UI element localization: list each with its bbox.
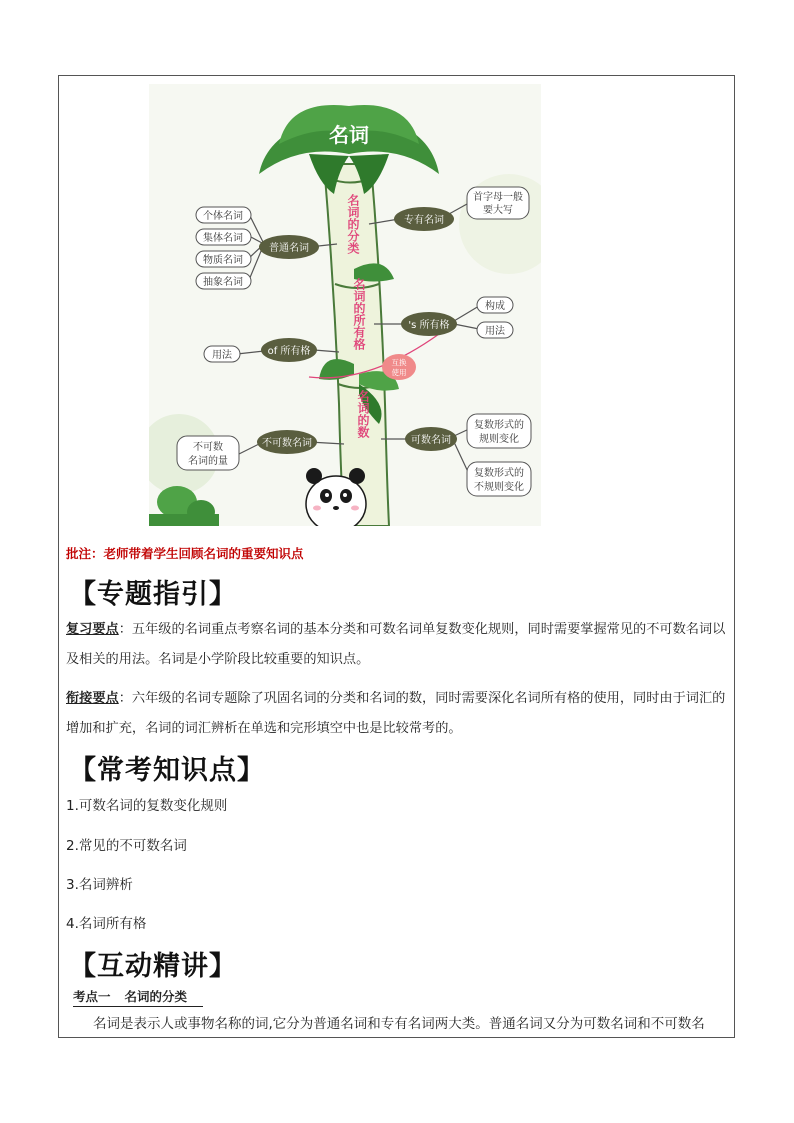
trunk-label-number: 名词的数	[356, 390, 370, 438]
key-point-body: 名词是表示人或事物名称的词,它分为普通名词和专有名词两大类。普通名词又分为可数名词和不可数名	[93, 1016, 705, 1032]
svg-text:物质名词: 物质名词	[203, 255, 243, 266]
knowledge-item-1: 1.可数名词的复数变化规则	[66, 798, 228, 814]
svg-text:名词的量: 名词的量	[188, 456, 228, 467]
bridge-paragraph	[66, 684, 730, 744]
svg-text:不可数: 不可数	[193, 442, 223, 453]
svg-text:要大写: 要大写	[483, 205, 513, 216]
document-frame	[58, 75, 735, 1038]
section-title-guide: 【专题指引】	[69, 579, 237, 610]
node-proper-rule	[467, 187, 529, 219]
mindmap-title: 名词	[329, 123, 369, 147]
review-paragraph	[66, 615, 730, 675]
svg-text:普通名词: 普通名词	[269, 243, 309, 254]
svg-text:用法: 用法	[485, 326, 505, 337]
knowledge-item-4: 4.名词所有格	[66, 916, 147, 932]
svg-text:规则变化: 规则变化	[479, 434, 519, 445]
key-point-title: 名词的分类	[124, 989, 188, 1004]
node-proper-noun	[394, 207, 454, 231]
svg-text:不规则变化: 不规则变化	[474, 482, 524, 493]
node-of-possessive	[261, 338, 317, 362]
svg-text:用法: 用法	[212, 350, 232, 361]
svg-text:互换: 互换	[391, 358, 407, 367]
note-label: 批注：	[66, 546, 104, 561]
svg-text:不可数名词: 不可数名词	[262, 438, 312, 449]
node-uncountable-detail	[177, 436, 239, 470]
bridge-text: ：六年级的名词专题除了巩固名词的分类和名词的数，同时需要深化名词所有格的使用，同时由于词汇的增加和扩充，名词的词汇辨析在单选和完形填空中也是比较常考的。	[66, 691, 726, 736]
svg-text:'s 所有格: 's 所有格	[408, 320, 450, 331]
svg-text:复数形式的: 复数形式的	[474, 468, 524, 479]
review-label: 复习要点	[66, 622, 119, 637]
trunk-label-classification: 名词的分类	[346, 194, 360, 254]
node-subtype-collective	[196, 229, 251, 245]
section-title-knowledge: 【常考知识点】	[69, 755, 265, 786]
section-title-interactive: 【互动精讲】	[69, 951, 237, 982]
knowledge-item-2: 2.常见的不可数名词	[66, 838, 187, 854]
node-s-structure	[477, 297, 513, 313]
node-regular-plural	[467, 414, 531, 448]
svg-text:of 所有格: of 所有格	[267, 346, 311, 357]
node-interchange	[382, 354, 416, 380]
noun-mindmap	[149, 84, 541, 526]
svg-text:抽象名词: 抽象名词	[203, 277, 243, 288]
panda-illustration	[306, 468, 366, 526]
node-subtype-abstract	[196, 273, 251, 289]
node-common-noun	[259, 235, 319, 259]
svg-text:可数名词: 可数名词	[411, 435, 451, 446]
key-point-label: 考点一	[73, 989, 111, 1004]
svg-text:集体名词: 集体名词	[203, 233, 243, 244]
svg-text:复数形式的: 复数形式的	[474, 420, 524, 431]
node-subtype-material	[196, 251, 251, 267]
node-irregular-plural	[467, 462, 531, 496]
node-countable	[405, 427, 457, 451]
node-of-usage	[204, 346, 240, 362]
svg-text:专有名词: 专有名词	[404, 215, 444, 226]
svg-text:构成: 构成	[485, 301, 505, 312]
teacher-note	[66, 544, 304, 562]
key-point-heading	[73, 987, 203, 1007]
knowledge-item-3: 3.名词辨析	[66, 877, 133, 893]
trunk-label-possessive: 名词的所有格	[352, 278, 366, 350]
bridge-label: 衔接要点	[66, 691, 119, 706]
node-s-possessive	[401, 312, 457, 336]
node-uncountable	[257, 430, 317, 454]
review-text: ：五年级的名词重点考察名词的基本分类和可数名词单复数变化规则，同时需要掌握常见的不可数名词以及相关的用法。名词是小学阶段比较重要的知识点。	[66, 622, 726, 667]
svg-text:个体名词: 个体名词	[203, 211, 243, 222]
note-text: 老师带着学生回顾名词的重要知识点	[103, 546, 304, 561]
svg-text:使用: 使用	[391, 368, 407, 377]
node-subtype-individual	[196, 207, 251, 223]
node-s-usage	[477, 322, 513, 338]
svg-text:首字母一般: 首字母一般	[473, 192, 523, 203]
